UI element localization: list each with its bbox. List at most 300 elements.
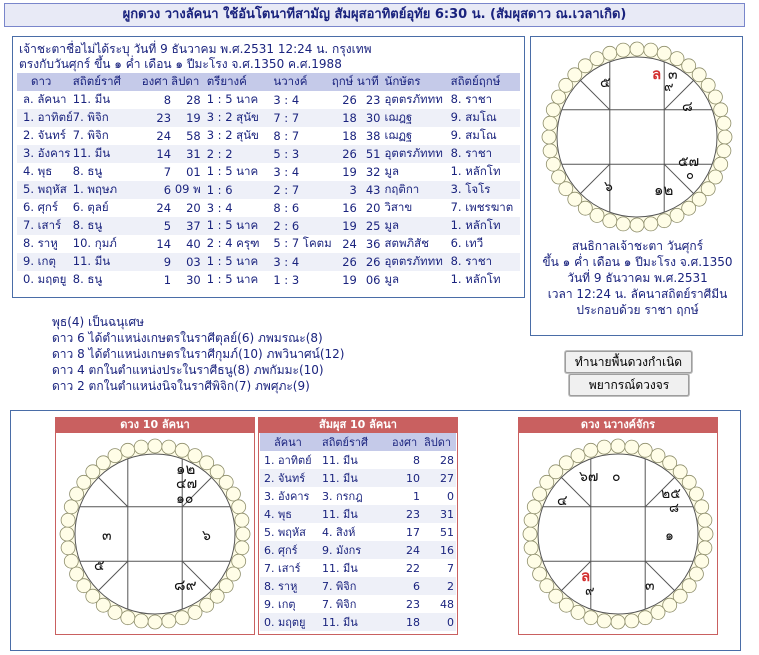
border-scallop (232, 500, 246, 514)
border-scallop (616, 43, 630, 57)
planet-cell: 3 : 4 (206, 201, 233, 215)
planet-cell: 06 (365, 273, 381, 287)
border-scallop (64, 554, 78, 568)
somphut-cell: 11. มีน (322, 562, 358, 575)
note-line: ดาว 4 ตกในตำแหน่งประในราศีธนู(8) ภพกัมมะ(10) (52, 363, 324, 377)
navang-house-label: ๖๗ (579, 469, 599, 485)
planet-cell: 20 (186, 201, 201, 215)
col-header-minute: ลิปดา (171, 73, 201, 91)
somphut10-box (258, 432, 458, 635)
lagna10-house-label: ๑๐ (176, 491, 194, 507)
border-scallop (714, 157, 728, 171)
border-scallop (70, 567, 84, 581)
planet-row (17, 127, 520, 145)
somphut-cell: 16 (422, 541, 456, 559)
planet-cell: 9. สมโณ (450, 128, 497, 142)
border-scallop (714, 103, 728, 117)
border-scallop (64, 500, 78, 514)
border-scallop (644, 217, 658, 231)
col-header-degree: องศา (142, 73, 171, 91)
somphut-cell: 10 (390, 469, 422, 487)
border-scallop (584, 611, 598, 625)
chart-house-label: ๙ (664, 80, 674, 95)
lagna10-house-label: ๔๗ (176, 476, 198, 492)
somphut-row (260, 487, 456, 505)
somphut-cell: 11. มีน (320, 469, 390, 487)
planet-cell: 51 (357, 145, 381, 163)
navang-house-label: ๓ (645, 578, 655, 594)
planet-cell: 18 (332, 109, 357, 127)
planet-cell: 14 (156, 237, 172, 251)
somphut-cell: 24 (390, 541, 422, 559)
border-scallop (533, 567, 547, 581)
navang-house-label: ๑ (665, 528, 674, 544)
border-scallop (597, 614, 611, 628)
planet-cell: กฤติกา (380, 181, 450, 199)
note-line: ดาว 2 ตกในตำแหน่งนิจในราศีพิจิก(7) ภพศุภะ(9) (52, 379, 310, 393)
border-scallop (188, 605, 202, 619)
border-scallop (552, 170, 566, 184)
planet-cell: 3. อังคาร (17, 145, 73, 163)
lagna10-house-label: ๓ (102, 528, 112, 544)
planet-cell: 6 (142, 181, 171, 199)
border-scallop (527, 500, 541, 514)
somphut10-header: สัมผุส 10 ลัคนา (258, 417, 458, 432)
planet-cell: 1 (163, 273, 172, 287)
planet-cell: 30 (186, 273, 201, 287)
border-scallop (546, 157, 560, 171)
border-scallop (625, 614, 639, 628)
planet-cell: สตพภิสัช (384, 236, 429, 250)
somphut-cell: 27 (422, 469, 456, 487)
forecast-button[interactable]: พยากรณ์ดวงจร (569, 374, 689, 396)
border-scallop (603, 214, 617, 228)
lagna10-header: ดวง 10 ลัคนา (55, 417, 255, 432)
planet-cell: 40 (186, 237, 201, 251)
planet-cell: 0. มฤตยู (23, 272, 67, 286)
somphut-row (260, 505, 456, 523)
planet-row (17, 181, 520, 199)
border-scallop (543, 144, 557, 158)
somphut-cell: 11. มีน (320, 505, 390, 523)
planet-cell: 8. ธนู (72, 164, 103, 178)
birth-info-line-1: เจ้าชะตาชื่อไม่ได้ระบุ วันที่ 9 ธันวาคม พ.ศ.2531 12:24 น. กรุงเทพ (19, 42, 372, 56)
somphut-cell: 2. จันทร์ (260, 469, 320, 487)
border-scallop (134, 614, 148, 628)
border-scallop (718, 130, 732, 144)
planet-row (17, 91, 520, 109)
border-scallop (236, 527, 250, 541)
border-scallop (644, 43, 658, 57)
somphut-row (260, 469, 456, 487)
chart-house-label: ๘ (682, 99, 693, 115)
border-scallop (603, 46, 617, 60)
col-header-naksat: นักษัตร (380, 73, 450, 91)
chart-caption-line: สนธิกาลเจ้าชะตา วันศุกร์ (571, 239, 704, 253)
chart-house-label: ๐ (686, 168, 694, 183)
somphut-row (260, 577, 456, 595)
border-scallop (148, 615, 162, 629)
col-header-sathit-reuk: สถิตย์ฤกษ์ (451, 73, 520, 91)
somphut-cell: 2 (422, 577, 456, 595)
planet-cell: 2 : 7 (265, 181, 331, 199)
border-scallop (60, 527, 74, 541)
planet-cell: 18 (342, 129, 357, 143)
chart-house-label: ๓ (668, 67, 678, 83)
navang-lagna-marker: ล (581, 567, 591, 585)
planet-cell: 9. สมโณ (451, 109, 520, 127)
planet-table-header (17, 73, 520, 91)
planet-cell: 5 : 7 โคตม (273, 236, 332, 250)
somphut-cell: 11. มีน (322, 454, 358, 467)
col-header-navang: นวางค์ (265, 73, 331, 91)
planet-cell: 7 (163, 165, 172, 179)
border-scallop (527, 554, 541, 568)
planet-cell: 36 (365, 237, 381, 251)
planet-cell: 1. พฤษภ (73, 181, 142, 199)
predict-birth-chart-button[interactable]: ทำนายพื้นดวงกำเนิด (565, 351, 692, 373)
planet-cell: 8 (163, 93, 172, 107)
planet-cell: 01 (186, 165, 201, 179)
planet-cell: อุตตรภัททท (380, 145, 450, 163)
planet-cell: 6. ตุลย์ (72, 200, 109, 214)
planet-cell: 26 (332, 145, 357, 163)
navang-house-label: ๔ (557, 493, 568, 509)
planet-cell: 8. ธนู (72, 272, 103, 286)
planet-cell: 7. เสาร์ (17, 217, 73, 235)
lagna10-chart-box (55, 432, 255, 635)
planet-cell: 6. เทวี (450, 236, 484, 250)
somphut-cell: 6. ศุกร์ (260, 541, 320, 559)
lagna10-house-label: ๖ (202, 528, 211, 544)
planet-cell: 1. หลักโท (450, 164, 501, 178)
note-line: พุธ(4) เป็นฉนุเศษ (52, 315, 144, 329)
planet-cell: 7. เพชรฆาต (450, 200, 514, 214)
border-scallop (162, 440, 176, 454)
planet-cell: มูล (384, 164, 400, 178)
planet-cell: 9. เกตุ (17, 253, 73, 271)
planet-cell: 6. ศุกร์ (23, 200, 59, 214)
planet-cell: 14 (142, 145, 171, 163)
planet-cell: 3 (332, 181, 357, 199)
planet-cell: 32 (365, 165, 381, 179)
planet-cell: 9 (142, 253, 171, 271)
planet-cell: 11. มีน (73, 145, 142, 163)
somphut-row (260, 613, 456, 631)
border-scallop (611, 615, 625, 629)
somphut-row (260, 523, 456, 541)
chart-caption-line: เวลา 12:24 น. ลัคนาสถิตย์ราศีมีน (547, 287, 728, 301)
border-scallop (61, 541, 75, 555)
somphut-cell: 7. พิจิก (320, 577, 390, 595)
planet-cell: 23 (142, 109, 171, 127)
col-header-minute: ลิปดา (422, 433, 456, 451)
somphut-cell: 6 (390, 577, 422, 595)
border-scallop (695, 554, 709, 568)
planet-cell: 8 : 6 (273, 201, 300, 215)
planet-cell: 37 (171, 217, 201, 235)
col-header-sign: สถิตย์ราศี (320, 433, 390, 451)
birth-info-line-2: ตรงกับวันศุกร์ ขึ้น ๑ ค่ำ เดือน ๑ ปีมะโรง จ.ศ.1350 ค.ศ.1988 (19, 57, 342, 71)
planet-cell: 1 : 5 นาค (201, 253, 266, 271)
border-scallop (584, 443, 598, 457)
planet-cell: 8. ราหู (23, 236, 58, 250)
border-scallop (597, 440, 611, 454)
border-scallop (699, 527, 713, 541)
planet-cell: 8 : 7 (273, 129, 300, 143)
somphut-cell: 7. เสาร์ (264, 562, 301, 575)
planet-cell: 19 (332, 217, 357, 235)
planet-table (17, 73, 520, 289)
border-scallop (670, 208, 684, 222)
birth-chart-panel (530, 36, 743, 336)
planet-cell: 8. ธนู (73, 217, 142, 235)
chart-house-label: ๖ (604, 179, 613, 195)
planet-cell: 58 (186, 129, 201, 143)
planet-cell: อุตตรภัททท (384, 92, 443, 106)
planet-row (17, 163, 520, 181)
somphut-cell: 9. เกตุ (264, 598, 296, 611)
col-header-triyang: ตรียางค์ (201, 73, 266, 91)
somphut-cell: 31 (422, 505, 456, 523)
border-scallop (717, 144, 731, 158)
col-header-degree: องศา (390, 433, 422, 451)
somphut-cell: 48 (440, 597, 454, 611)
planet-cell: 10. กุมภ์ (72, 236, 117, 250)
planet-cell: 1 : 5 นาค (201, 217, 266, 235)
border-scallop (625, 440, 639, 454)
planet-cell: 8. ราชา (450, 92, 493, 106)
planet-cell: มูล (384, 272, 400, 286)
planet-cell: 1. หลักโท (450, 272, 501, 286)
planet-cell: 3 : 4 (265, 253, 331, 271)
border-scallop (226, 487, 240, 501)
planet-cell: 23 (365, 93, 381, 107)
border-scallop (630, 42, 644, 56)
somphut-cell: 11. มีน (320, 613, 390, 631)
navang-chart-wheel (519, 433, 717, 634)
lagna10-house-label: ๑๒ (176, 460, 196, 478)
planet-cell: เฌฏฐ (384, 128, 413, 142)
somphut10-table (260, 433, 456, 631)
planet-cell: 3. โจโร (451, 181, 520, 199)
planet-cell: 5 (142, 217, 171, 235)
lagna10-house-label: ๘๙ (174, 576, 197, 594)
planet-cell: 1. หลักโท (451, 217, 520, 235)
navang-header: ดวง นวางค์จักร (518, 417, 718, 432)
border-scallop (523, 527, 537, 541)
planet-cell: 7 : 7 (265, 109, 331, 127)
planet-row (17, 235, 520, 253)
chart-house-label: ๕๗ (678, 154, 700, 170)
border-scallop (695, 500, 709, 514)
navang-house-label: ๘ (669, 501, 680, 516)
border-scallop (524, 513, 538, 527)
border-scallop (571, 449, 585, 463)
birth-chart-wheel (532, 39, 743, 234)
planet-cell: 5. พฤหัส (17, 181, 73, 199)
birth-info-panel (12, 36, 525, 298)
somphut-cell: 8 (413, 453, 420, 467)
planet-cell: 3 : 4 (273, 165, 300, 179)
planet-cell: 11. มีน (72, 92, 111, 106)
planet-cell: เฌฎฐ (380, 109, 450, 127)
planet-cell: 1 : 5 นาค (206, 164, 259, 178)
planet-cell: 1 : 3 (273, 273, 300, 287)
planet-cell: มูล (380, 217, 450, 235)
border-scallop (235, 541, 249, 555)
chart-lagna-marker: ล (652, 65, 662, 83)
planet-cell: ล. ลัคนา (23, 92, 67, 106)
chart-house-label: ๑๒ (654, 181, 674, 199)
planet-cell: 19 (342, 165, 357, 179)
navang-house-label: ๐ (612, 469, 621, 485)
somphut-cell: 1. อาทิตย์ (264, 454, 312, 467)
planet-cell: 3 : 2 สุนัข (201, 109, 266, 127)
planet-cell: 26 (357, 253, 381, 271)
col-header-reuk: ฤกษ์ (332, 73, 357, 91)
somphut-row (260, 451, 456, 469)
border-scallop (546, 103, 560, 117)
border-scallop (616, 217, 630, 231)
col-header-nathi: นาที (357, 73, 381, 91)
somphut-cell: 18 (390, 613, 422, 631)
planet-cell: 19 (171, 109, 201, 127)
border-scallop (61, 513, 75, 527)
planet-cell: 3 : 4 (273, 93, 300, 107)
planet-cell: 26 (342, 93, 357, 107)
border-scallop (611, 439, 625, 453)
planet-cell: 1 : 5 นาค (206, 272, 259, 286)
border-scallop (590, 52, 604, 66)
planet-cell: 25 (357, 217, 381, 235)
border-scallop (657, 46, 671, 60)
border-scallop (162, 614, 176, 628)
chart-house-label: ๕ (600, 75, 611, 91)
note-line: ดาว 8 ได้ตำแหน่งเกษตรในราศีกุมภ์(10) ภพวินาศน์(12) (52, 347, 345, 361)
border-scallop (689, 487, 703, 501)
planet-cell: 1 : 6 (201, 181, 266, 199)
somphut-cell: 23 (390, 505, 422, 523)
border-scallop (108, 449, 122, 463)
border-scallop (698, 541, 712, 555)
planet-cell: 2 : 4 ครุฑ (206, 236, 260, 250)
somphut-cell: 0. มฤตยู (260, 613, 320, 631)
planet-cell: 3 : 2 สุนัข (206, 128, 259, 142)
somphut-cell: 5. พฤหัส (264, 526, 306, 539)
planet-cell: 2 : 6 (265, 217, 331, 235)
somphut-cell: 17 (406, 525, 420, 539)
somphut-row (260, 541, 456, 559)
border-scallop (121, 611, 135, 625)
planet-cell: 7. พิจิก (72, 128, 109, 142)
border-scallop (630, 218, 644, 232)
border-scallop (134, 440, 148, 454)
planet-cell: 26 (332, 253, 357, 271)
somphut-cell: 0 (447, 489, 454, 503)
lagna10-chart-wheel (56, 433, 254, 634)
somphut-cell: 28 (440, 453, 454, 467)
planet-cell: วิสาข (384, 200, 413, 214)
planet-cell: 2. จันทร์ (23, 128, 66, 142)
planet-cell: 09 พ (171, 181, 201, 199)
col-header-planet: ดาว (17, 73, 73, 91)
planet-cell: 20 (365, 201, 381, 215)
border-scallop (121, 443, 135, 457)
border-scallop (148, 439, 162, 453)
somphut-cell: 8. ราหู (260, 577, 320, 595)
border-scallop (717, 116, 731, 130)
border-scallop (638, 443, 652, 457)
col-header-sign: สถิตย์ราศี (73, 73, 142, 91)
somphut-cell: 51 (440, 525, 454, 539)
planet-cell: 19 (342, 273, 357, 287)
planet-cell: 8. ราชา (451, 253, 520, 271)
planet-cell: 24 (156, 129, 172, 143)
border-scallop (524, 541, 538, 555)
scalloped-border (542, 42, 732, 232)
border-scallop (638, 611, 652, 625)
border-scallop (657, 214, 671, 228)
planet-cell: 5 : 3 (265, 145, 331, 163)
navang-chart-box (518, 432, 718, 635)
col-header-lagna: ลัคนา (260, 433, 320, 451)
planet-cell: 38 (365, 129, 381, 143)
planet-cell: อุตตรภัททท (380, 253, 450, 271)
border-scallop (651, 605, 665, 619)
border-scallop (708, 90, 722, 104)
chart-caption-line: ขึ้น ๑ ค่ำ เดือน ๑ ปีมะโรง จ.ศ.1350 (542, 255, 733, 269)
page-title: ผูกดวง วางลัคนา ใช้อันโตนาทีสามัญ สัมผุสอาทิตย์อุทัย 6:30 น. (สัมผุสดาว ณ.เวลาเกิด) (4, 3, 745, 27)
planet-cell: 30 (357, 109, 381, 127)
navang-house-label: ๙ (585, 584, 595, 599)
border-scallop (235, 513, 249, 527)
planet-cell: 16 (342, 201, 357, 215)
planet-row (17, 145, 520, 163)
border-scallop (175, 611, 189, 625)
planet-cell: 28 (186, 93, 201, 107)
somphut-cell: 7. พิจิก (322, 598, 357, 611)
somphut-row (260, 559, 456, 577)
border-scallop (175, 443, 189, 457)
planet-cell: 7. พิจิก (73, 109, 142, 127)
chart-caption-line: วันที่ 9 ธันวาคม พ.ศ.2531 (567, 271, 708, 285)
chart-caption-line: ประกอบด้วย ราชา ฤกษ์ (576, 303, 699, 317)
somphut-cell: 22 (406, 561, 420, 575)
planet-cell: 1. อาทิตย์ (17, 109, 73, 127)
planet-row (17, 199, 520, 217)
somphut-cell: 3. กรกฎ (322, 490, 363, 503)
somphut-cell: 4. สิงห์ (322, 526, 356, 539)
planet-cell: 8. ราชา (451, 145, 520, 163)
lagna10-house-label: ๕ (94, 558, 105, 574)
somphut-cell: 9. มังกร (320, 541, 390, 559)
somphut-cell: 1 (413, 489, 420, 503)
planet-cell: 24 (342, 237, 357, 251)
planet-cell: 11. มีน (73, 253, 142, 271)
somphut-cell: 4. พุธ (260, 505, 320, 523)
border-scallop (542, 130, 556, 144)
planet-row (17, 271, 520, 289)
border-scallop (543, 116, 557, 130)
planet-cell: 43 (357, 181, 381, 199)
planet-cell: 31 (171, 145, 201, 163)
somphut-cell: 0 (422, 613, 456, 631)
somphut-cell: 7 (447, 561, 454, 575)
planet-cell: 1 : 5 นาค (206, 92, 259, 106)
border-scallop (232, 554, 246, 568)
somphut-row (260, 595, 456, 613)
